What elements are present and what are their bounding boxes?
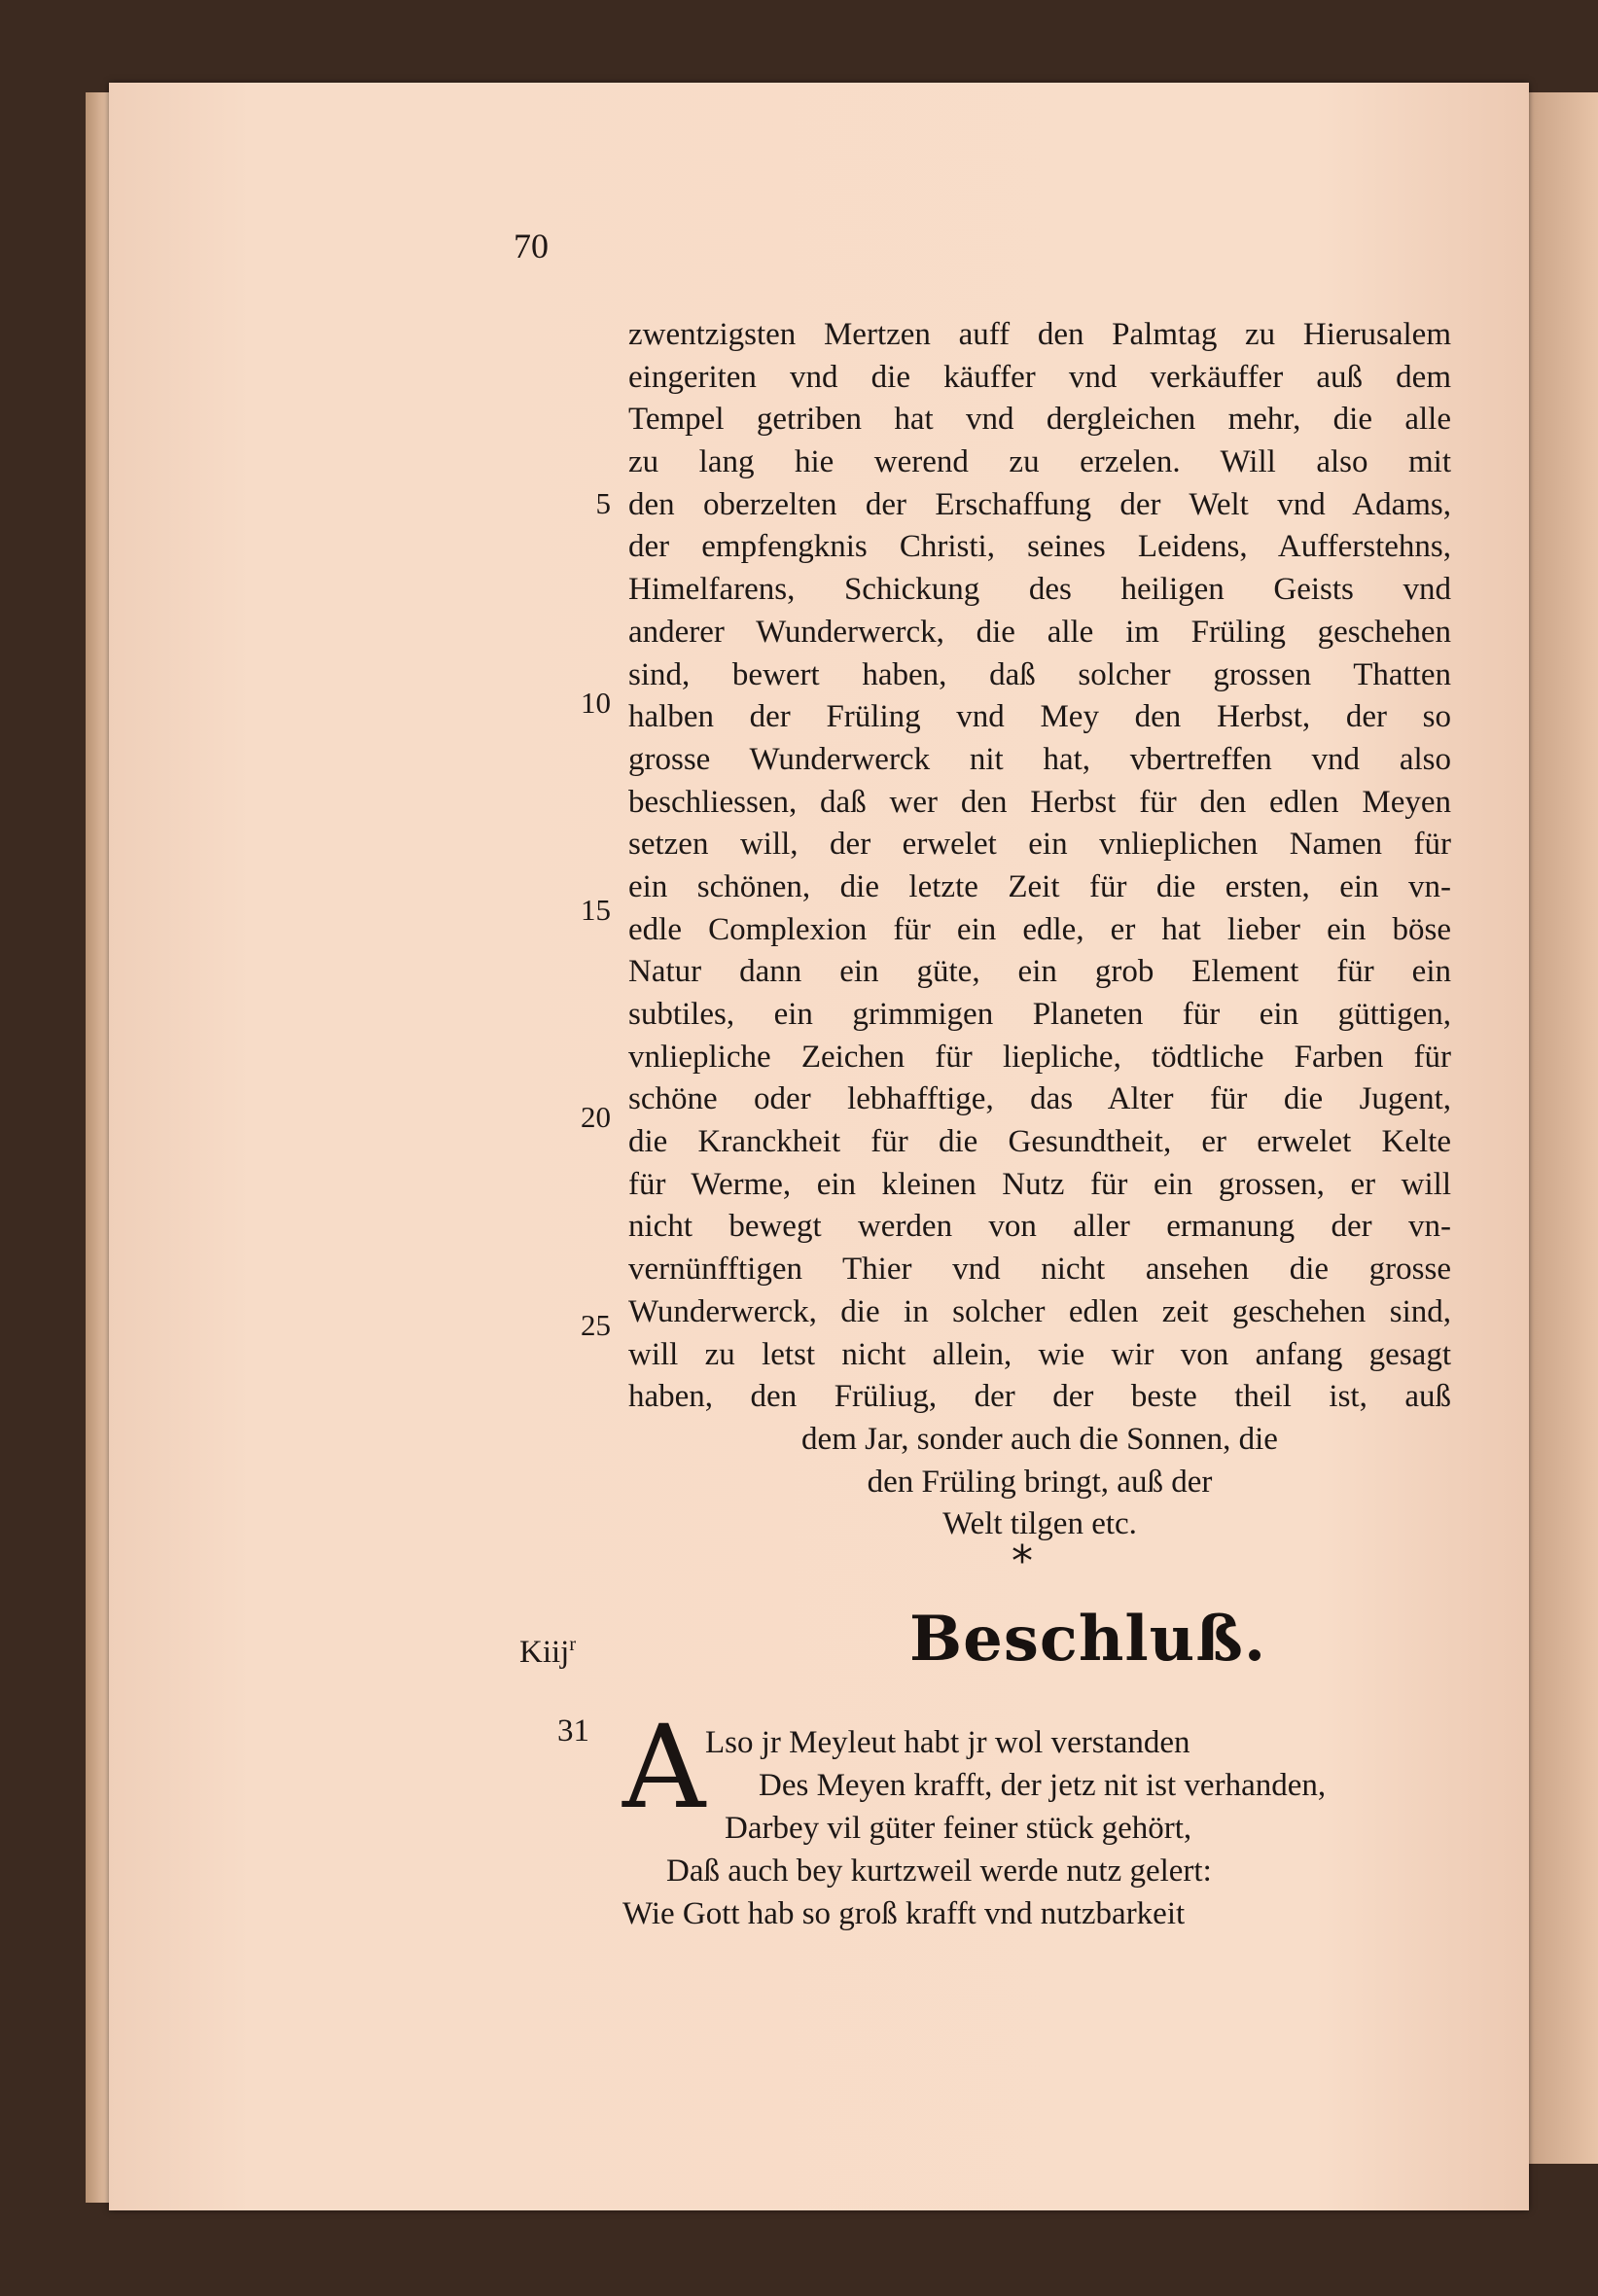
section-heading: Beschluß. bbox=[909, 1603, 1267, 1676]
body-text bbox=[628, 314, 1451, 1546]
text-line: für Werme, ein kleinen Nutz für ein grossen, er will bbox=[628, 1166, 1451, 1202]
text-line: halben der Früling vnd Mey den Herbst, der so bbox=[628, 699, 1451, 735]
page-number: 70 bbox=[514, 227, 549, 265]
text-line: dem Jar, sonder auch die Sonnen, die bbox=[801, 1421, 1278, 1457]
section-asterisk: * bbox=[1012, 1537, 1033, 1586]
text-line: nicht bewegt werden von aller ermanung der vn- bbox=[628, 1209, 1451, 1245]
printer-signature bbox=[519, 1634, 576, 1671]
text-line: schöne oder lebhafftige, das Alter für die Jugent, bbox=[628, 1081, 1451, 1117]
text-line: ein schönen, die letzte Zeit für die ersten, ein vn- bbox=[628, 868, 1451, 904]
poem-line: Darbey vil güter feiner stück gehört, bbox=[725, 1811, 1192, 1846]
poem-line: Lso jr Meyleut habt jr wol verstanden bbox=[705, 1725, 1190, 1760]
text-line: setzen will, der erwelet ein vnlieplichen Namen für bbox=[628, 827, 1451, 863]
line-number: 15 bbox=[581, 893, 611, 927]
signature-text: Kiij bbox=[519, 1635, 570, 1670]
poem-line: Wie Gott hab so groß krafft vnd nutzbarkeit bbox=[622, 1896, 1186, 1931]
text-line: vernünfftigen Thier vnd nicht ansehen die grosse bbox=[628, 1252, 1451, 1288]
text-line: vnliepliche Zeichen für liepliche, tödtliche Farben für bbox=[628, 1039, 1451, 1075]
text-line: die Kranckheit für die Gesundtheit, er erwelet Kelte bbox=[628, 1124, 1451, 1160]
text-line: Himelfarens, Schickung des heiligen Geists vnd bbox=[628, 572, 1451, 608]
line-number: 10 bbox=[581, 686, 611, 720]
poem-line: Des Meyen krafft, der jetz nit ist verhanden, bbox=[759, 1768, 1327, 1803]
text-line: zwentzigsten Mertzen auff den Palmtag zu Hierusalem bbox=[628, 317, 1451, 352]
line-number: 25 bbox=[581, 1308, 611, 1342]
text-line: Wunderwerck, die in solcher edlen zeit geschehen sind, bbox=[628, 1293, 1451, 1329]
verse-number: 31 bbox=[557, 1713, 589, 1748]
drop-cap: A bbox=[622, 1700, 706, 1834]
text-line: beschliessen, daß wer den Herbst für den edlen Meyen bbox=[628, 784, 1451, 820]
poem-line: Daß auch bey kurtzweil werde nutz gelert: bbox=[666, 1854, 1212, 1889]
facing-page-edge bbox=[1529, 92, 1598, 2164]
text-line: Natur dann ein güte, ein grob Element für ein bbox=[628, 954, 1451, 990]
text-line: Welt tilgen etc. bbox=[942, 1506, 1137, 1542]
signature-superscript: r bbox=[569, 1634, 577, 1655]
text-line: Tempel getriben hat vnd dergleichen mehr, die alle bbox=[628, 402, 1451, 438]
text-line: grosse Wunderwerck nit hat, vbertreffen vnd also bbox=[628, 741, 1451, 777]
text-line: sind, bewert haben, daß solcher grossen Thatten bbox=[628, 656, 1451, 692]
text-line: der empfengknis Christi, seines Leidens, Aufferstehns, bbox=[628, 529, 1451, 565]
text-line: eingeriten vnd die käuffer vnd verkäuffer auß dem bbox=[628, 359, 1451, 395]
text-line: haben, den Früliug, der der beste theil ist, auß bbox=[628, 1379, 1451, 1415]
text-line: subtiles, ein grimmigen Planeten für ein güttigen, bbox=[628, 997, 1451, 1032]
text-line: den Früling bringt, auß der bbox=[867, 1464, 1213, 1500]
text-line: zu lang hie werend zu erzelen. Will also mit bbox=[628, 444, 1451, 480]
text-line: will zu letst nicht allein, wie wir von anfang gesagt bbox=[628, 1336, 1451, 1372]
text-line: edle Complexion für ein edle, er hat lieber ein böse bbox=[628, 911, 1451, 947]
text-line: anderer Wunderwerck, die alle im Früling geschehen bbox=[628, 614, 1451, 650]
text-line: den oberzelten der Erschaffung der Welt vnd Adams, bbox=[628, 486, 1451, 522]
line-number: 20 bbox=[581, 1100, 611, 1134]
line-number: 5 bbox=[595, 486, 611, 520]
